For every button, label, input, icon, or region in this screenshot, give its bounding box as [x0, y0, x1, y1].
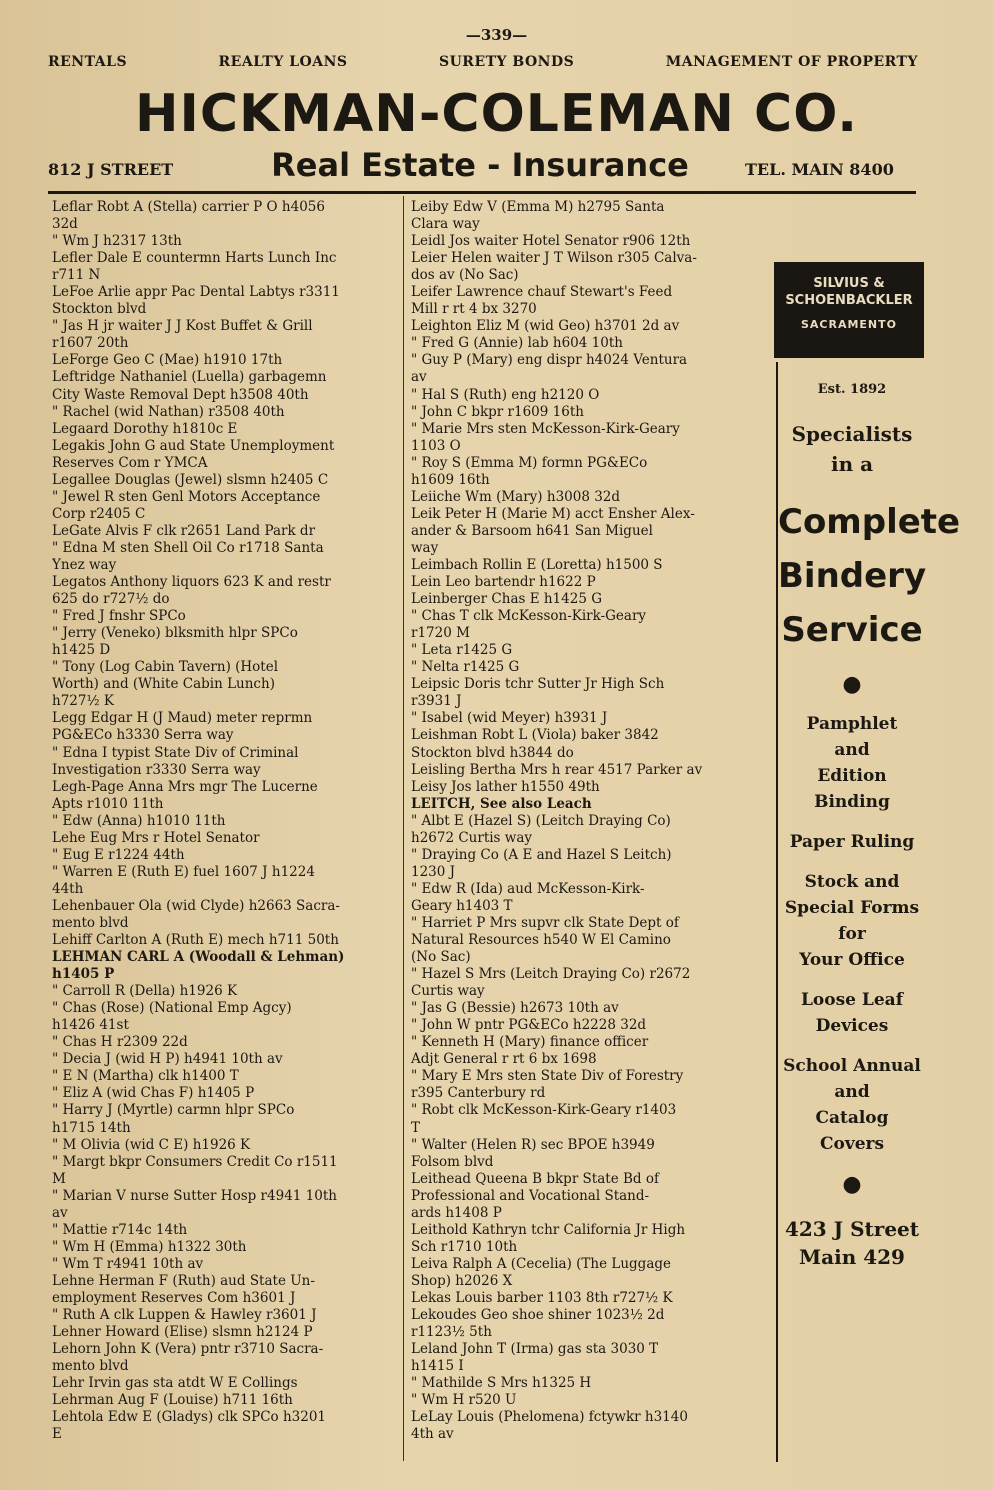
- directory-line: " Guy P (Mary) eng dispr h4024 Ventura: [411, 352, 688, 369]
- ad-headline: [778, 495, 961, 657]
- directory-line: r395 Canterbury rd: [411, 1085, 546, 1102]
- directory-line: " Walter (Helen R) sec BPOE h3949: [411, 1136, 655, 1153]
- company-name: HICKMAN-COLEMAN CO.: [134, 84, 859, 144]
- silvius-schoenbackler-ad: [774, 262, 924, 358]
- directory-line: 1103 O: [411, 437, 461, 454]
- directory-line: Worth) and (White Cabin Lunch): [52, 676, 275, 693]
- directory-line: Legakis John G aud State Unemployment: [52, 437, 335, 454]
- directory-line: LeFoe Arlie appr Pac Dental Labtys r3311: [52, 284, 340, 301]
- ad-service-line: Loose Leaf: [800, 990, 904, 1010]
- directory-line: Leiiche Wm (Mary) h3008 32d: [411, 488, 621, 505]
- bullet-dot: ●: [842, 1171, 862, 1197]
- directory-line: " Edw (Anna) h1010 11th: [52, 812, 226, 829]
- service-rentals: RENTALS: [48, 54, 128, 70]
- directory-column-2: [411, 199, 763, 1443]
- directory-line: " Chas H r2309 22d: [52, 1034, 188, 1051]
- ad-service-line: Pamphlet: [806, 714, 898, 734]
- ad-headline-line: Complete: [778, 502, 961, 542]
- directory-line: Lehenbauer Ola (wid Clyde) h2663 Sacra-: [52, 897, 340, 914]
- directory-line: " Mattie r714c 14th: [52, 1221, 188, 1238]
- directory-line: dos av (No Sac): [411, 267, 519, 284]
- directory-line: h727½ K: [52, 693, 114, 710]
- directory-line: Leik Peter H (Marie M) acct Ensher Alex-: [411, 505, 695, 522]
- directory-line: Legg Edgar H (J Maud) meter reprmn: [52, 710, 313, 727]
- directory-line: 1230 J: [411, 863, 456, 880]
- directory-line: " Edw R (Ida) aud McKesson-Kirk-: [411, 880, 645, 897]
- directory-line: " Draying Co (A E and Hazel S Leitch): [411, 846, 672, 863]
- directory-line: " Nelta r1425 G: [411, 659, 520, 676]
- directory-line: Apts r1010 11th: [52, 795, 164, 812]
- directory-line: E: [52, 1426, 62, 1443]
- directory-line: City Waste Removal Dept h3508 40th: [52, 386, 309, 403]
- bindery-ad: [776, 362, 961, 1462]
- directory-line: Investigation r3330 Serra way: [52, 761, 261, 778]
- directory-line: " Mathilde S Mrs h1325 H: [411, 1375, 592, 1392]
- directory-line: Leidl Jos waiter Hotel Senator r906 12th: [411, 233, 691, 250]
- directory-line: h1715 14th: [52, 1119, 131, 1136]
- directory-line: way: [411, 539, 439, 556]
- ad-service-line: Your Office: [799, 950, 905, 970]
- ad-specialists: [778, 419, 926, 479]
- ad-headline-line: Bindery: [778, 556, 927, 596]
- directory-line: " Robt clk McKesson-Kirk-Geary r1403: [411, 1102, 677, 1119]
- directory-line: " Rachel (wid Nathan) r3508 40th: [52, 403, 285, 420]
- directory-line: " Fred G (Annie) lab h604 10th: [411, 335, 623, 352]
- directory-line: " Tony (Log Cabin Tavern) (Hotel: [52, 659, 279, 676]
- directory-line: " Roy S (Emma M) formn PG&ECo: [411, 454, 648, 471]
- directory-line: r3931 J: [411, 693, 462, 710]
- company-telephone: TEL. MAIN 8400: [745, 160, 894, 179]
- ad-service-line: Stock and: [804, 872, 900, 892]
- directory-line: r711 N: [52, 267, 101, 284]
- ad-address-line: 423 J Street: [784, 1217, 920, 1241]
- directory-line: h1609 16th: [411, 471, 490, 488]
- ad-service-line: Edition: [817, 766, 887, 786]
- directory-line: Leland John T (Irma) gas sta 3030 T: [411, 1341, 659, 1358]
- directory-line: (No Sac): [411, 949, 471, 966]
- directory-line: Leipsic Doris tchr Sutter Jr High Sch: [411, 676, 665, 693]
- directory-line: LeLay Louis (Phelomena) fctywkr h3140: [411, 1409, 688, 1426]
- directory-line: " Carroll R (Della) h1926 K: [52, 983, 238, 1000]
- directory-line: " Isabel (wid Meyer) h3931 J: [411, 710, 608, 727]
- directory-line: " Jas G (Bessie) h2673 10th av: [411, 1000, 619, 1017]
- directory-line: Clara way: [411, 216, 480, 233]
- ad-address: [778, 1215, 926, 1271]
- directory-line: Leifer Lawrence chauf Stewart's Feed: [411, 284, 673, 301]
- directory-line: " Chas T clk McKesson-Kirk-Geary: [411, 608, 647, 625]
- directory-line: " Mary E Mrs sten State Div of Forestry: [411, 1068, 684, 1085]
- directory-line: " Warren E (Ruth E) fuel 1607 J h1224: [52, 863, 315, 880]
- directory-line: LEITCH, See also Leach: [411, 795, 592, 812]
- ad-service-forms: [778, 869, 926, 973]
- directory-line: Ynez way: [52, 556, 117, 573]
- directory-line: Legh-Page Anna Mrs mgr The Lucerne: [52, 778, 318, 795]
- ad-silvius-line3: SACRAMENTO: [800, 318, 897, 331]
- directory-line: " Albt E (Hazel S) (Leitch Draying Co): [411, 812, 671, 829]
- directory-line: " John W pntr PG&ECo h2228 32d: [411, 1017, 647, 1034]
- directory-line: Geary h1403 T: [411, 897, 513, 914]
- directory-line: " John C bkpr r1609 16th: [411, 403, 584, 420]
- directory-line: T: [411, 1119, 421, 1136]
- directory-line: " Ruth A clk Luppen & Hawley r3601 J: [52, 1307, 317, 1324]
- ad-service-line: Catalog: [815, 1108, 889, 1128]
- directory-line: Legaard Dorothy h1810c E: [52, 420, 238, 437]
- directory-line: " Fred J fnshr SPCo: [52, 608, 186, 625]
- directory-line: Leighton Eliz M (wid Geo) h3701 2d av: [411, 318, 680, 335]
- directory-line: " Jerry (Veneko) blksmith hlpr SPCo: [52, 625, 298, 642]
- service-realty-loans: REALTY LOANS: [218, 54, 348, 70]
- ad-specialists-line: in a: [830, 452, 874, 476]
- directory-line: Reserves Com r YMCA: [52, 454, 208, 471]
- directory-line: Shop) h2026 X: [411, 1272, 513, 1289]
- column-divider: [403, 196, 404, 1461]
- directory-line: Lehner Howard (Elise) slsmn h2124 P: [52, 1324, 313, 1341]
- directory-line: Leimbach Rollin E (Loretta) h1500 S: [411, 556, 663, 573]
- directory-line: " M Olivia (wid C E) h1926 K: [52, 1136, 251, 1153]
- directory-line: av: [411, 369, 427, 386]
- ad-service-line: and: [834, 1082, 870, 1102]
- directory-line: " Harriet P Mrs supvr clk State Dept of: [411, 914, 679, 931]
- directory-line: Curtis way: [411, 983, 485, 1000]
- directory-line: Lekoudes Geo shoe shiner 1023½ 2d: [411, 1307, 665, 1324]
- directory-line: Mill r rt 4 bx 3270: [411, 301, 537, 318]
- directory-line: " E N (Martha) clk h1400 T: [52, 1068, 239, 1085]
- directory-line: Stockton blvd: [52, 301, 147, 318]
- directory-line: mento blvd: [52, 914, 129, 931]
- directory-line: Lehr Irvin gas sta atdt W E Collings: [52, 1375, 298, 1392]
- directory-line: " Eliz A (wid Chas F) h1405 P: [52, 1085, 255, 1102]
- directory-line: LEHMAN CARL A (Woodall & Lehman): [52, 949, 345, 966]
- directory-line: " Wm H (Emma) h1322 30th: [52, 1238, 247, 1255]
- services-banner: [48, 54, 918, 70]
- directory-line: h1405 P: [52, 966, 115, 983]
- ad-specialists-line: Specialists: [791, 422, 913, 446]
- directory-line: " Jewel R sten Genl Motors Acceptance: [52, 488, 321, 505]
- directory-line: mento blvd: [52, 1358, 129, 1375]
- directory-line: Folsom blvd: [411, 1153, 494, 1170]
- directory-line: Lehne Herman F (Ruth) aud State Un-: [52, 1272, 315, 1289]
- directory-line: Leishman Robt L (Viola) baker 3842: [411, 727, 659, 744]
- directory-line: Lehiff Carlton A (Ruth E) mech h711 50th: [52, 932, 339, 949]
- directory-line: Lehtola Edw E (Gladys) clk SPCo h3201: [52, 1409, 327, 1426]
- directory-line: " Edna M sten Shell Oil Co r1718 Santa: [52, 539, 324, 556]
- directory-line: Professional and Vocational Stand-: [411, 1187, 650, 1204]
- directory-line: " Marian V nurse Sutter Hosp r4941 10th: [52, 1187, 337, 1204]
- directory-line: LeGate Alvis F clk r2651 Land Park dr: [52, 522, 316, 539]
- ad-service-line: and: [834, 740, 870, 760]
- directory-line: Leier Helen waiter J T Wilson r305 Calva-: [411, 250, 697, 267]
- ad-service-line: Devices: [815, 1016, 889, 1036]
- directory-line: Lehrman Aug F (Louise) h711 16th: [52, 1392, 293, 1409]
- directory-line: " Hazel S Mrs (Leitch Draying Co) r2672: [411, 966, 691, 983]
- directory-line: 44th: [52, 880, 84, 897]
- directory-line: LeForge Geo C (Mae) h1910 17th: [52, 352, 283, 369]
- directory-line: M: [52, 1170, 66, 1187]
- directory-line: Corp r2405 C: [52, 505, 146, 522]
- directory-line: Leithead Queena B bkpr State Bd of: [411, 1170, 659, 1187]
- directory-line: " Marie Mrs sten McKesson-Kirk-Geary: [411, 420, 680, 437]
- directory-line: Leiby Edw V (Emma M) h2795 Santa: [411, 199, 665, 215]
- directory-line: Leisy Jos lather h1550 49th: [411, 778, 600, 795]
- directory-line: Leiva Ralph A (Cecelia) (The Luggage: [411, 1255, 671, 1272]
- bullet-dot: ●: [842, 671, 862, 697]
- ad-silvius-line2: SCHOENBACKLER: [785, 293, 913, 308]
- directory-line: Adjt General r rt 6 bx 1698: [411, 1051, 597, 1068]
- directory-line: h1425 D: [52, 642, 111, 659]
- directory-line: Natural Resources h540 W El Camino: [411, 932, 671, 949]
- directory-line: " Jas H jr waiter J J Kost Buffet & Grill: [52, 318, 313, 335]
- directory-line: " Margt bkpr Consumers Credit Co r1511: [52, 1153, 338, 1170]
- company-address: 812 J STREET: [48, 160, 174, 179]
- ad-service-line: for: [838, 924, 866, 944]
- directory-line: ards h1408 P: [411, 1204, 502, 1221]
- directory-line: employment Reserves Com h3601 J: [52, 1290, 296, 1306]
- directory-line: r1607 20th: [52, 335, 129, 352]
- directory-line: Sch r1710 10th: [411, 1238, 518, 1255]
- directory-line: " Wm J h2317 13th: [52, 233, 182, 250]
- directory-line: Leinberger Chas E h1425 G: [411, 591, 602, 608]
- directory-line: r1123½ 5th: [411, 1324, 492, 1341]
- directory-line: ander & Barsoom h641 San Miguel: [411, 522, 653, 539]
- directory-line: " Decia J (wid H P) h4941 10th av: [52, 1051, 283, 1068]
- ad-service-line: Binding: [814, 792, 890, 812]
- directory-line: " Edna I typist State Div of Criminal: [52, 744, 299, 761]
- ad-service-line: Special Forms: [784, 898, 920, 918]
- directory-line: " Hal S (Ruth) eng h2120 O: [411, 386, 600, 403]
- ad-service-line: Paper Ruling: [789, 832, 915, 852]
- page-number: —339—: [465, 26, 528, 44]
- directory-column-1: [52, 199, 400, 1443]
- directory-line: Lehorn John K (Vera) pntr r3710 Sacra-: [52, 1341, 324, 1358]
- directory-line: Legatos Anthony liquors 623 K and restr: [52, 574, 331, 591]
- directory-line: h2672 Curtis way: [411, 829, 533, 846]
- ad-address-line: Main 429: [799, 1245, 905, 1269]
- ad-service-ruling: [778, 829, 926, 855]
- directory-line: " Wm H r520 U: [411, 1392, 517, 1409]
- directory-line: 32d: [52, 216, 78, 233]
- ad-service-binding: [778, 711, 926, 815]
- ad-service-line: Covers: [819, 1134, 885, 1154]
- ad-service-line: School Annual: [783, 1056, 921, 1076]
- directory-line: h1415 I: [411, 1358, 464, 1375]
- directory-line: Lefler Dale E countermn Harts Lunch Inc: [52, 250, 337, 267]
- directory-line: Lehe Eug Mrs r Hotel Senator: [52, 829, 260, 846]
- directory-line: Leftridge Nathaniel (Luella) garbagemn: [52, 369, 327, 386]
- directory-line: Stockton blvd h3844 do: [411, 744, 574, 761]
- directory-line: 625 do r727½ do: [52, 591, 170, 608]
- ad-service-looseleaf: [778, 987, 926, 1039]
- company-tagline: Real Estate - Insurance: [271, 146, 689, 184]
- directory-line: " Wm T r4941 10th av: [52, 1255, 204, 1272]
- service-surety-bonds: SURETY BONDS: [438, 54, 575, 70]
- directory-line: " Kenneth H (Mary) finance officer: [411, 1034, 649, 1051]
- directory-line: av: [52, 1204, 68, 1221]
- directory-line: 4th av: [411, 1426, 454, 1443]
- directory-line: " Chas (Rose) (National Emp Agcy): [52, 1000, 292, 1017]
- header-rule: [48, 191, 916, 194]
- directory-line: Lekas Louis barber 1103 8th r727½ K: [411, 1290, 673, 1306]
- service-management: MANAGEMENT OF PROPERTY: [665, 54, 918, 70]
- directory-line: PG&ECo h3330 Serra way: [52, 727, 234, 744]
- ad-established: Est. 1892: [817, 382, 887, 397]
- directory-line: " Leta r1425 G: [411, 642, 513, 659]
- directory-line: h1426 41st: [52, 1017, 129, 1034]
- directory-line: Leflar Robt A (Stella) carrier P O h4056: [52, 199, 325, 215]
- directory-line: Legallee Douglas (Jewel) slsmn h2405 C: [52, 471, 329, 488]
- directory-line: Leithold Kathryn tchr California Jr High: [411, 1221, 686, 1238]
- directory-line: Lein Leo bartendr h1622 P: [411, 574, 596, 591]
- directory-line: " Eug E r1224 44th: [52, 846, 185, 863]
- directory-line: " Harry J (Myrtle) carmn hlpr SPCo: [52, 1102, 295, 1119]
- ad-service-covers: [778, 1053, 926, 1157]
- directory-line: r1720 M: [411, 625, 470, 642]
- ad-headline-line: Service: [781, 610, 923, 650]
- directory-line: Leisling Bertha Mrs h rear 4517 Parker av: [411, 761, 703, 778]
- ad-silvius-line1: SILVIUS &: [813, 276, 885, 291]
